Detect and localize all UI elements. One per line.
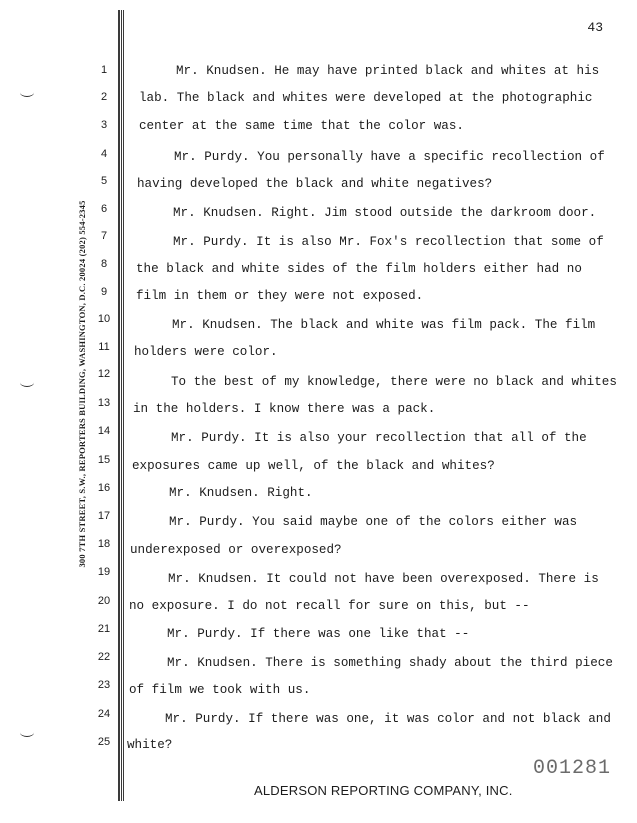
punch-hole-mark [20, 728, 34, 737]
line-number: 18 [97, 538, 111, 550]
transcript-line: Mr. Purdy. You personally have a specific recollection of [174, 150, 605, 164]
line-number: 7 [100, 230, 108, 242]
line-number: 8 [100, 258, 108, 270]
line-number: 17 [97, 510, 111, 522]
footer-company-name: ALDERSON REPORTING COMPANY, INC. [254, 783, 513, 798]
transcript-line: no exposure. I do not recall for sure on this, but -- [129, 599, 530, 613]
line-number: 16 [97, 482, 111, 494]
transcript-line: film in them or they were not exposed. [136, 289, 424, 303]
line-number: 12 [97, 368, 111, 380]
transcript-line: holders were color. [134, 345, 278, 359]
transcript-line: of film we took with us. [129, 683, 311, 697]
transcript-line: exposures came up well, of the black and whites? [132, 459, 495, 473]
transcript-line: center at the same time that the color was. [139, 119, 464, 133]
margin-rule [121, 10, 122, 801]
margin-rule [118, 10, 120, 801]
transcript-line: Mr. Knudsen. It could not have been overexposed. There is [168, 572, 599, 586]
transcript-line: underexposed or overexposed? [130, 543, 342, 557]
transcript-line: Mr. Purdy. You said maybe one of the colors either was [169, 515, 578, 529]
punch-hole-mark [20, 378, 34, 387]
line-number: 15 [97, 454, 111, 466]
transcript-line: lab. The black and whites were developed at the photographic [139, 91, 593, 105]
line-number: 25 [97, 736, 111, 748]
transcript-line: in the holders. I know there was a pack. [133, 402, 436, 416]
transcript-line: Mr. Knudsen. Right. [169, 486, 313, 500]
document-id-stamp: 001281 [533, 757, 612, 780]
line-number: 5 [100, 175, 108, 187]
line-number: 10 [97, 313, 111, 325]
transcript-line: the black and white sides of the film holders either had no [136, 262, 582, 276]
punch-hole-mark [20, 88, 34, 97]
line-number: 1 [100, 64, 108, 76]
line-number: 21 [97, 623, 111, 635]
line-number: 6 [100, 203, 108, 215]
line-number: 24 [97, 708, 111, 720]
line-number: 13 [97, 397, 111, 409]
transcript-line: Mr. Purdy. If there was one like that -- [167, 627, 470, 641]
line-number: 20 [97, 595, 111, 607]
line-number: 22 [97, 651, 111, 663]
line-number: 4 [100, 148, 108, 160]
page-number: 43 [587, 20, 603, 35]
transcript-line: Mr. Knudsen. The black and white was film pack. The film [172, 318, 596, 332]
transcript-line: To the best of my knowledge, there were no black and whites [171, 375, 617, 389]
line-number: 3 [100, 119, 108, 131]
margin-rule [123, 10, 124, 801]
line-number: 11 [98, 341, 110, 353]
transcript-line: Mr. Purdy. If there was one, it was color and not black and [165, 712, 611, 726]
margin-address [73, 176, 91, 591]
line-number: 9 [100, 286, 108, 298]
line-number: 23 [97, 679, 111, 691]
transcript-line: having developed the black and white negatives? [137, 177, 493, 191]
transcript-line: Mr. Purdy. It is also Mr. Fox's recollection that some of [173, 235, 604, 249]
transcript-line: Mr. Purdy. It is also your recollection that all of the [171, 431, 587, 445]
transcript-line: Mr. Knudsen. Right. Jim stood outside the darkroom door. [173, 206, 597, 220]
line-number: 2 [100, 91, 108, 103]
line-number: 14 [97, 425, 111, 437]
transcript-line: white? [127, 738, 173, 752]
transcript-line: Mr. Knudsen. There is something shady about the third piece [167, 656, 613, 670]
transcript-line: Mr. Knudsen. He may have printed black and whites at his [176, 64, 600, 78]
line-number: 19 [97, 566, 111, 578]
margin-address-text: 300 7TH STREET, S.W., REPORTERS BUILDING, WASHINGTON, D.C. 20024 (202) 554-2345 [77, 199, 87, 568]
